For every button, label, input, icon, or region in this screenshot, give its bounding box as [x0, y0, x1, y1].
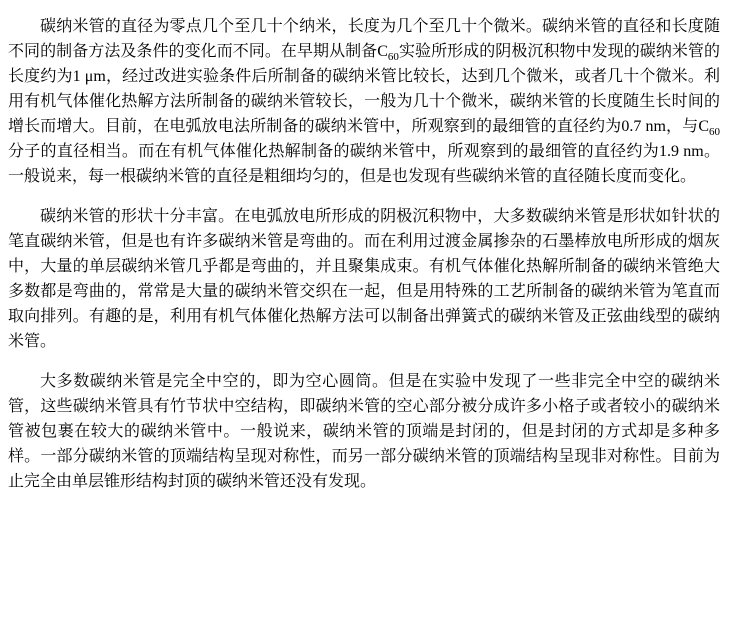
text-run: 实验所形成的阴极沉积物中发现的碳纳米管的长度约为1 μm，经过改进实验条件后所制备的碳纳米管比较长，达到几个微米，或者几十个微米。利用有机气体催化热解方法所制备的碳纳米管较长，一般为几十个微米，碳纳米管的长度随生长时间的增长而增大。目前，在电弧放电法所制备的碳纳米管中，所观察到的最细管的直径约为0.7 nm，与C: [8, 43, 720, 135]
text-run: 分子的直径相当。而在有机气体催化热解制备的碳纳米管中，所观察到的最细管的直径约为1.9 nm。一般说来，每一根碳纳米管的直径是粗细均匀的，但是也发现有些碳纳米管的直径随长度而变化。: [8, 143, 720, 185]
subscript-text: 60: [387, 51, 399, 63]
document-body: [8, 14, 720, 494]
text-run: 大多数碳纳米管是完全中空的，即为空心圆筒。但是在实验中发现了一些非完全中空的碳纳米管，这些碳纳米管具有竹节状中空结构，即碳纳米管的空心部分被分成许多小格子或者较小的碳纳米管被包裹在较大的碳纳米管中。一般说来，碳纳米管的顶端是封闭的，但是封闭的方式却是多种多样。一部分碳纳米管的顶端结构呈现对称性，而另一部分碳纳米管的顶端结构呈现非对称性。目前为止完全由单层锥形结构封顶的碳纳米管还没有发现。: [8, 373, 720, 490]
paragraph: [8, 204, 720, 354]
subscript-text: 60: [709, 126, 720, 138]
text-run: 碳纳米管的形状十分丰富。在电弧放电所形成的阴极沉积物中，大多数碳纳米管是形状如针状的笔直碳纳米管，但是也有许多碳纳米管是弯曲的。而在利用过渡金属掺杂的石墨棒放电所形成的烟灰中，大量的单层碳纳米管几乎都是弯曲的，并且聚集成束。有机气体催化热解所制备的碳纳米管绝大多数都是弯曲的，常常是大量的碳纳米管交织在一起，但是用特殊的工艺所制备的碳纳米管为笔直而取向排列。有趣的是，利用有机气体催化热解方法可以制备出弹簧式的碳纳米管及正弦曲线型的碳纳米管。: [8, 208, 720, 350]
paragraph: [8, 14, 720, 189]
paragraph: [8, 369, 720, 494]
text-run: 碳纳米管的直径为零点几个至几十个纳米，长度为几个至几十个微米。碳纳米管的直径和长度随不同的制备方法及条件的变化而不同。在早期从制备C: [8, 18, 720, 60]
